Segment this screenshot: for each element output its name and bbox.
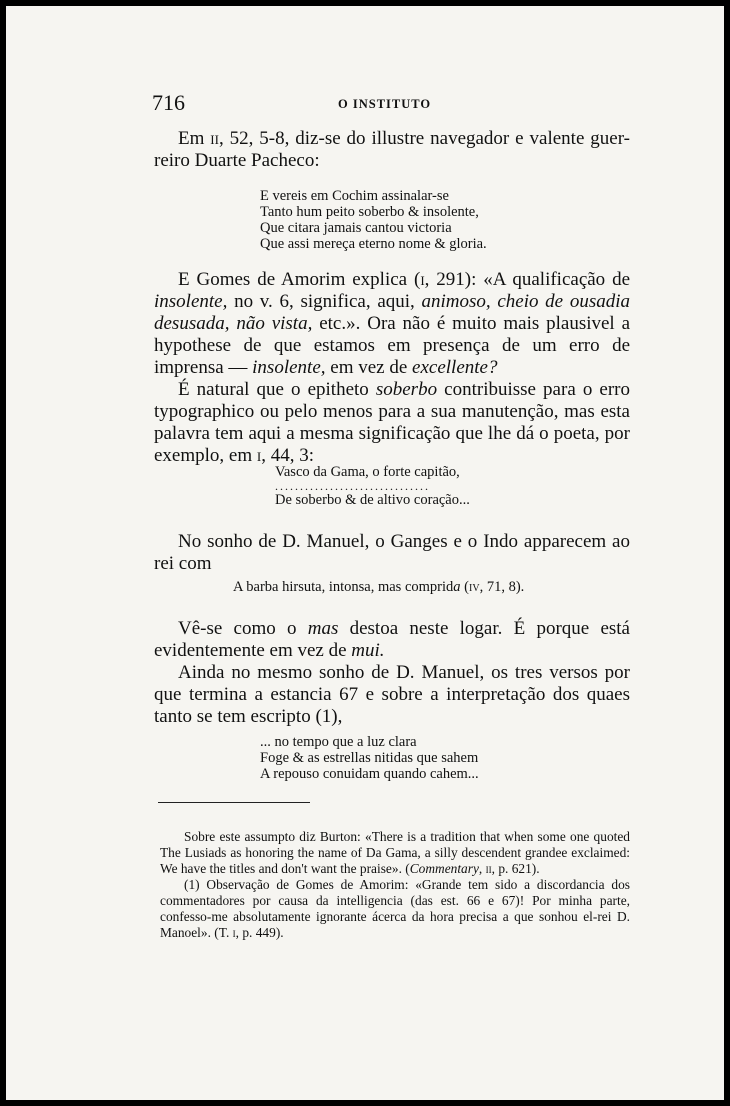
footnote-burton: Sobre este assumpto diz Burton: «There is a tradition that when some one quoted The Lusiads as honoring the name of Da Gama, a silly descendent grandee exclaimed: We have the titles and don't want the praise». (Commentary, ii, p. 621). xyxy=(160,829,630,876)
verse-ellipsis: ............................... xyxy=(275,479,430,493)
verse-quote-1 xyxy=(260,188,487,252)
verse-quote-2 xyxy=(275,464,470,508)
footnote-rule xyxy=(158,802,310,803)
paragraph-1: Em ii, 52, 5-8, diz-se do illustre navegador e valente guer-reiro Duarte Pacheco: xyxy=(154,128,630,171)
paragraph-5: Vê-se como o mas destoa neste logar. É porque está evidentemente em vez de mui. Ainda no mesmo sonho de D. Manuel, os tres versos por que termina a estancia 67 e sobre a interpretação dos quaes tanto se tem escripto (1), xyxy=(154,618,630,727)
verse-line: De soberbo & de altivo coração... xyxy=(275,492,470,508)
verse-line: Que citara jamais cantou victoria xyxy=(260,220,452,236)
verse-quote-4 xyxy=(260,734,479,782)
paragraph-2: E Gomes de Amorim explica (i, 291): «A qualificação de insolente, no v. 6, significa, aqui, animoso, cheio de ousadia desusada, não vista, etc.». Ora não é muito mais plausivel a hypothese de que estamos em presença de um erro de imprensa — insolente, em vez de excellente? É natural que o epitheto soberbo contribuisse para o erro typographico ou pelo menos para a sua manutenção, mas esta palavra tem aqui a mesma significação que lhe dá o poeta, por exemplo, em i, 44, 3: xyxy=(154,269,631,466)
verse-line: A repouso conuidam quando cahem... xyxy=(260,766,479,782)
verse-line: Que assi mereça eterno nome & gloria. xyxy=(260,236,487,252)
verse-line: ... no tempo que a luz clara xyxy=(260,734,417,750)
verse-line: Foge & as estrellas nitidas que sahem xyxy=(260,750,479,766)
verse-line: A barba hirsuta, intonsa, mas comprida (iv, 71, 8). xyxy=(233,579,525,595)
page-number: 716 xyxy=(152,90,185,115)
paragraph-4: No sonho de D. Manuel, o Ganges e o Indo apparecem ao rei com xyxy=(154,531,630,574)
verse-line: Vasco da Gama, o forte capitão, xyxy=(275,464,460,480)
verse-line: E vereis em Cochim assinalar-se xyxy=(260,188,449,204)
running-title: O INSTITUTO xyxy=(338,97,432,111)
verse-line: Tanto hum peito soberbo & insolente, xyxy=(260,204,479,220)
footnote-1: (1) Observação de Gomes de Amorim: «Grande tem sido a discordancia dos commentadores por causa da intelligencia (das est. 66 e 67)! Por minha parte, confesso-me absolutamente ignorante ácerca da hora precisa a que sonhou el-rei D. Manoel». (T. i, p. 449). xyxy=(160,877,630,940)
verse-quote-3 xyxy=(233,579,524,595)
footnotes xyxy=(160,829,630,941)
